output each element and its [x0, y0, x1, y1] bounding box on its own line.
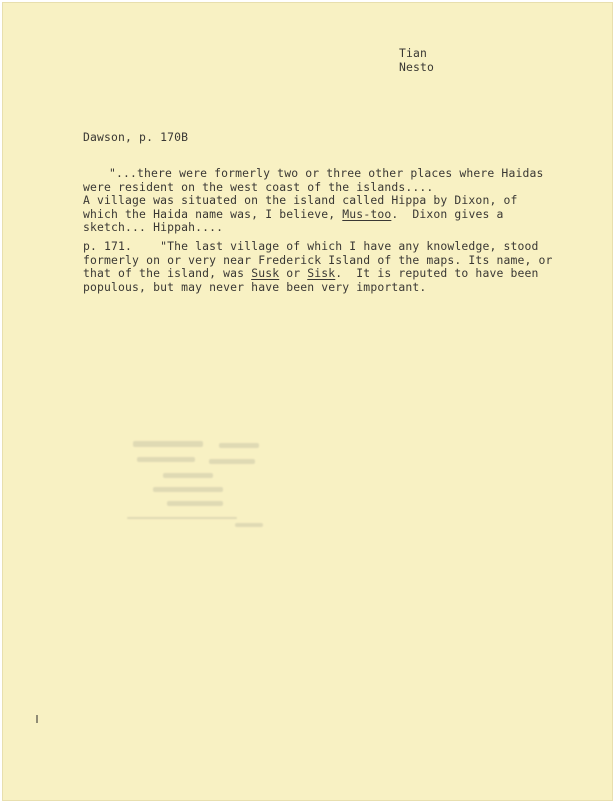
text-line: "...there were formerly two or three other places where Haidas: [109, 166, 544, 180]
paragraph-dawson-170b: [83, 167, 573, 235]
text-fragment: that of the island, was: [83, 266, 252, 281]
text-line: [83, 208, 573, 222]
text-line: sketch... Hippah....: [83, 220, 224, 235]
underlined-place-name: Sisk: [307, 266, 336, 281]
header-line-nesto: Nesto: [399, 59, 435, 74]
paragraph-dawson-171: [83, 240, 573, 294]
margin-mark: [36, 715, 38, 723]
underlined-place-name: Mus-too: [342, 206, 392, 221]
text-line: populous, but may never have been very important.: [83, 279, 427, 294]
header-names: [399, 47, 434, 74]
text-line: A village was situated on the island called Hippa by Dixon, of: [83, 193, 518, 208]
page-reference: p. 171.: [83, 239, 133, 253]
citation: Dawson, p. 170B: [83, 130, 189, 144]
text-fragment: . It is reputed to have been: [335, 266, 539, 281]
text-fragment: which the Haida name was, I believe,: [83, 206, 343, 221]
document-page: [2, 2, 613, 801]
text-line: formerly on or very near Frederick Island of the maps. Its name, or: [83, 252, 553, 267]
underlined-place-name: Susk: [251, 266, 280, 281]
text-fragment: . Dixon gives a: [391, 206, 504, 221]
text-fragment: "The last village of which I have any knowledge, stood: [160, 239, 539, 253]
header-line-tian: Tian: [399, 46, 428, 60]
text-line: [83, 240, 573, 254]
text-line: were resident on the west coast of the islands....: [83, 179, 434, 194]
text-line: [83, 267, 573, 281]
faded-library-stamp: [123, 435, 283, 535]
text-fragment: or: [279, 266, 308, 281]
